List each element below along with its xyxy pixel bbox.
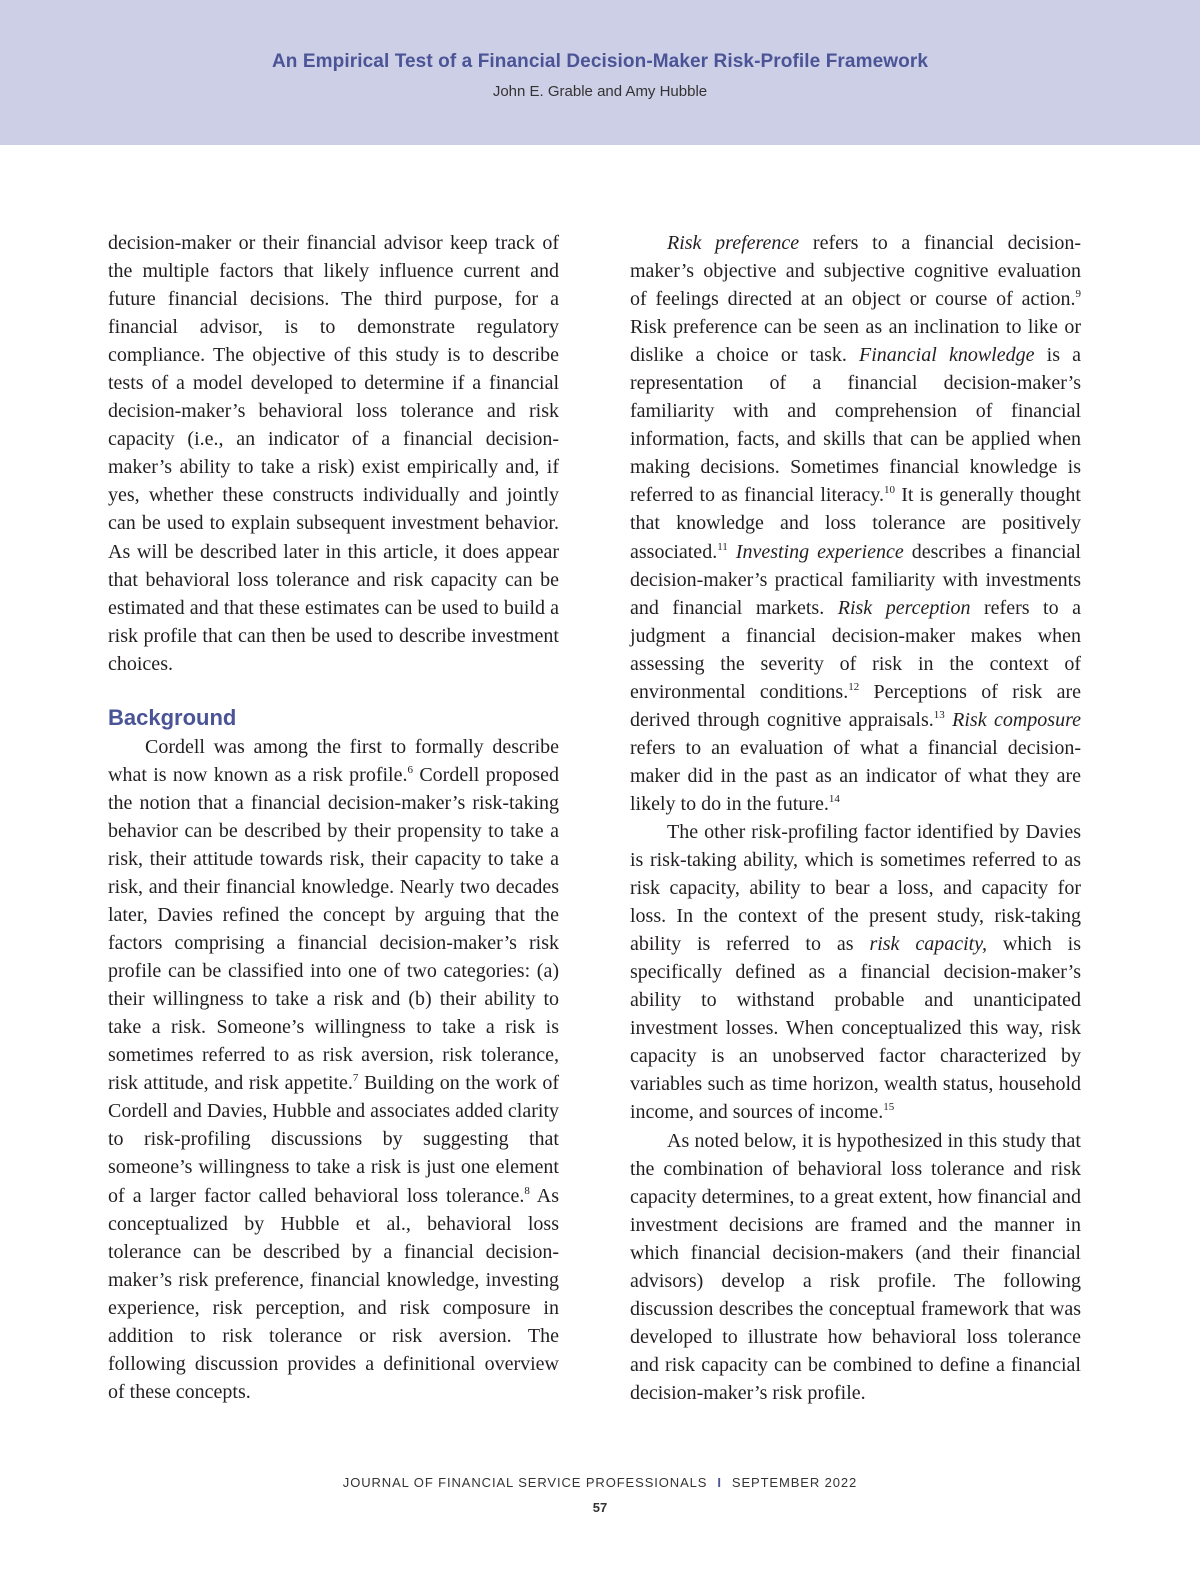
- text-run: describes a financial decision-maker’s practical familiarity with investments and financial markets.: [630, 540, 1081, 619]
- journal-name: JOURNAL OF FINANCIAL SERVICE PROFESSIONALS: [342, 1475, 708, 1490]
- footnote-ref: 14: [828, 792, 840, 805]
- text-run: Cordell proposed the notion that a financial decision-maker’s risk-taking behavior can be described by their propensity to take a risk, their attitude towards risk, their capacity to take a risk, and their financial knowledge. Nearly two decades later, Davies refined the concept by arguing that the factors comprising a financial decision-maker’s risk profile can be classified into one of two categories: (a) their willingness to take a risk and (b) their ability to take a risk. Someone’s willingness to take a risk is sometimes referred to as risk aversion, risk tolerance, risk attitude, and risk appetite.: [108, 763, 559, 1095]
- right-column: [630, 229, 1081, 1407]
- article-title: An Empirical Test of a Financial Decision-Maker Risk-Profile Framework: [271, 51, 928, 72]
- text-run: Building on the work of Cordell and Davies, Hubble and associates added clarity to risk-profiling discussions by suggesting that someone’s willingness to take a risk is just one element of a larger factor called behavioral loss tolerance.: [108, 1072, 559, 1207]
- body-paragraph: [630, 229, 1081, 818]
- footnote-ref: 7: [352, 1072, 359, 1085]
- term-risk-perception: Risk perception: [837, 596, 971, 619]
- body-paragraph: [630, 818, 1081, 1127]
- term-risk-composure: Risk composure: [952, 708, 1081, 731]
- term-financial-knowledge: Financial knowledge: [859, 344, 1035, 367]
- footnote-ref: 6: [407, 763, 413, 776]
- text-run: Perceptions of risk are derived through cognitive appraisals.: [630, 680, 1081, 731]
- footnote-ref: 9: [1075, 288, 1081, 301]
- term-risk-capacity: risk capacity,: [869, 933, 987, 956]
- term-risk-preference: Risk preference: [667, 232, 800, 254]
- text-run: is a representation of a financial decision-maker’s familiarity with and comprehension of financial information, facts, and skills that can be applied when making decisions. Sometimes financial knowledge is referred to as financial literacy.: [630, 344, 1082, 507]
- text-run: which is specifically defined as a financial decision-maker’s ability to withstand probable and unanticipated investment losses. When conceptualized this way, risk capacity is an unobserved factor characterized by variables such as time horizon, wealth status, household income, and sources of income.: [630, 933, 1082, 1124]
- body-paragraph: [108, 733, 559, 1406]
- text-run: The other risk-profiling factor identified by Davies is risk-taking ability, which is sometimes referred to as risk capacity, ability to bear a loss, and capacity for loss. In the context of the present study, risk-taking ability is referred to as: [630, 820, 1081, 956]
- footnote-ref: 15: [883, 1101, 895, 1114]
- spacer: [108, 678, 559, 703]
- footer-separator: I: [717, 1475, 722, 1490]
- term-investing-experience: Investing experience: [735, 540, 904, 563]
- footnote-ref: 13: [933, 708, 945, 721]
- text-run: Cordell was among the first to formally describe what is now known as a risk profile.: [108, 735, 559, 786]
- footnote-ref: 8: [524, 1184, 530, 1197]
- page-number: 57: [592, 1500, 608, 1515]
- text-run: refers to an evaluation of what a financial decision-maker did in the past as an indicator of what they are likely to do in the future.: [630, 736, 1081, 815]
- footnote-ref: 12: [848, 680, 860, 693]
- issue-date: SEPTEMBER 2022: [731, 1475, 858, 1490]
- footnote-ref: 10: [884, 484, 896, 497]
- text-run: refers to a judgment a financial decision-maker makes when assessing the severity of risk in the context of environmental conditions.: [630, 596, 1082, 703]
- body-paragraph: decision-maker or their financial advisor keep track of the multiple factors that likely influence current and future financial decisions. The third purpose, for a financial advisor, is to demonstrate regulatory compliance. The objective of this study is to describe tests of a model developed to determine if a financial decision-maker’s behavioral loss tolerance and risk capacity (i.e., an indicator of a financial decision-maker’s ability to take a risk) exist empirically and, if yes, whether these constructs individually and jointly can be used to explain subsequent investment behavior. As will be described later in this article, it does appear that behavioral loss tolerance and risk capacity can be estimated and that these estimates can be used to build a risk profile that can then be used to describe investment choices.: [108, 232, 559, 675]
- footnote-ref: 11: [717, 540, 728, 553]
- section-heading-background: Background: [108, 704, 237, 730]
- running-footer: [0, 1475, 1200, 1490]
- text-run: refers to a financial decision-maker’s objective and subjective cognitive evaluation of feelings directed at an object or course of action.: [630, 232, 1081, 311]
- text-run: [728, 541, 736, 563]
- text-run: It is generally thought that knowledge and loss tolerance are positively associated.: [630, 484, 1081, 563]
- text-run: As conceptualized by Hubble et al., behavioral loss tolerance can be described by a financial decision-maker’s risk preference, financial knowledge, investing experience, risk perception, and risk composure in addition to risk tolerance or risk aversion. The following discussion provides a definitional overview of these concepts.: [108, 1184, 559, 1403]
- left-column: [108, 229, 559, 1406]
- article-authors: John E. Grable and Amy Hubble: [492, 83, 708, 100]
- running-header: [0, 0, 1200, 145]
- text-run: Risk preference can be seen as an inclination to like or dislike a choice or task.: [630, 316, 1081, 367]
- body-paragraph: As noted below, it is hypothesized in this study that the combination of behavioral loss tolerance and risk capacity determines, to a great extent, how financial and investment decisions are framed and the manner in which financial decision-makers (and their financial advisors) develop a risk profile. The following discussion describes the conceptual framework that was developed to illustrate how behavioral loss tolerance and risk capacity can be combined to define a financial decision-maker’s risk profile.: [630, 1129, 1081, 1404]
